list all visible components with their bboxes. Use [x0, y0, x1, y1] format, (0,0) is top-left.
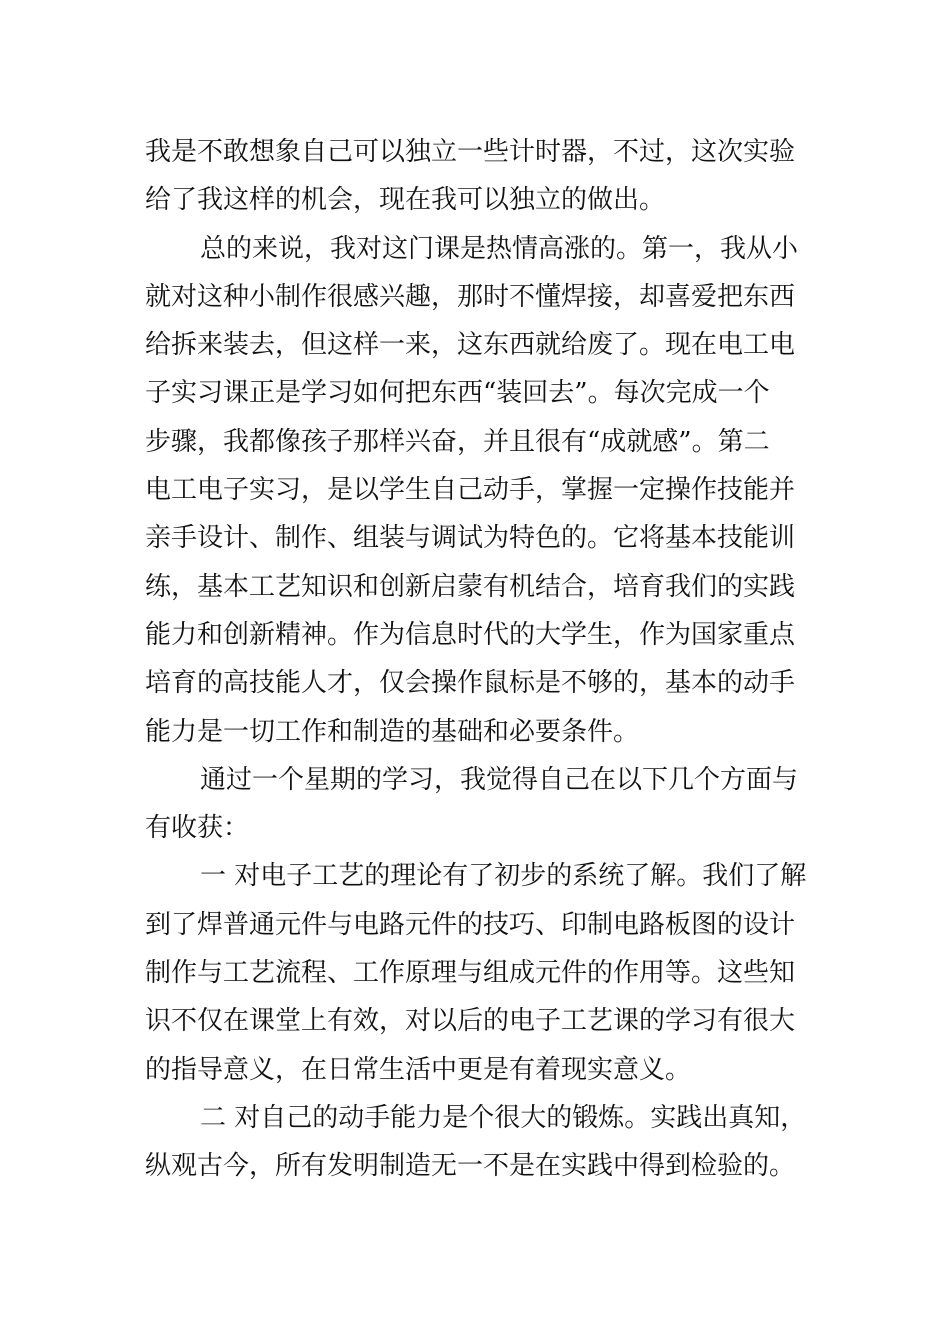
text-line-6: 子实习课正是学习如何把东西“装回去”。每次完成一个: [145, 378, 770, 409]
text-line-10: 练，基本工艺知识和创新启蒙有机结合，培育我们的实践: [145, 571, 796, 602]
text-line-20: 的指导意义，在日常生活中更是有着现实意义。: [145, 1054, 692, 1085]
text-line-16: 一 对电子工艺的理论有了初步的系统了解。我们了解: [200, 861, 807, 892]
text-line-7: 步骤，我都像孩子那样兴奋，并且很有“成就感”。第二: [145, 426, 770, 457]
text-line-14: 通过一个星期的学习，我觉得自己在以下几个方面与: [200, 764, 799, 795]
text-line-13: 能力是一切工作和制造的基础和必要条件。: [145, 716, 640, 747]
text-line-12: 培育的高技能人才，仅会操作鼠标是不够的，基本的动手: [145, 668, 796, 699]
text-line-2: 给了我这样的机会，现在我可以独立的做出。: [145, 185, 666, 216]
document-body: [145, 128, 810, 1191]
text-line-15: 有收获：: [145, 813, 250, 844]
text-line-18: 制作与工艺流程、工作原理与组成元件的作用等。这些知: [145, 958, 796, 989]
text-line-22: 纵观古今，所有发明制造无一不是在实践中得到检验的。: [145, 1151, 796, 1182]
text-line-9: 亲手设计、制作、组装与调试为特色的。它将基本技能训: [145, 523, 796, 554]
text-line-1: 我是不敢想象自己可以独立一些计时器，不过，这次实验: [145, 137, 796, 167]
text-line-8: 电工电子实习，是以学生自己动手，掌握一定操作技能并: [145, 475, 796, 506]
text-line-21: 二 对自己的动手能力是个很大的锻炼。实践出真知，: [200, 1102, 807, 1133]
text-line-17: 到了焊普通元件与电路元件的技巧、印制电路板图的设计: [145, 909, 796, 940]
text-line-19: 识不仅在课堂上有效，对以后的电子工艺课的学习有很大: [145, 1006, 796, 1037]
text-line-4: 就对这种小制作很感兴趣，那时不懂焊接，却喜爱把东西: [145, 281, 796, 312]
text-line-5: 给拆来装去，但这样一来，这东西就给废了。现在电工电: [145, 330, 796, 361]
text-line-3: 总的来说，我对这门课是热情高涨的。第一，我从小: [200, 233, 799, 264]
text-line-11: 能力和创新精神。作为信息时代的大学生，作为国家重点: [145, 619, 796, 650]
